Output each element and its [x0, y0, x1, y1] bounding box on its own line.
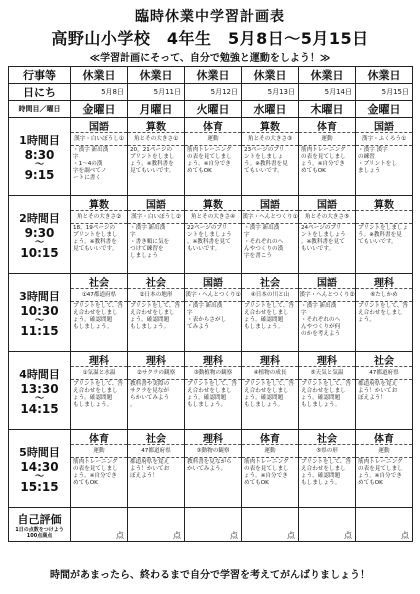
lesson-unit: ②日本の地形: [128, 289, 184, 302]
lesson-subject: 理科: [185, 430, 241, 445]
lesson-detail: ・漢字 新出漢 字 ・それぞれのヘ んやつくりが何 のかを考えよう: [301, 303, 341, 337]
lesson-unit: 運動: [356, 445, 412, 458]
lesson-subject: 算数: [71, 196, 127, 211]
lesson-cell: [71, 430, 128, 508]
lesson-unit: ①気温と水温: [71, 367, 127, 380]
event-cell: 休業日: [356, 67, 413, 84]
lesson-unit: 運動: [71, 445, 127, 458]
lesson-cell: [356, 118, 413, 196]
lesson-detail: 都道府県を覚え よう！かいてお ぼえよう！: [130, 459, 170, 479]
lesson-cell: [128, 430, 185, 508]
lesson-unit: 漢字・ヘんとつくり②: [299, 289, 355, 302]
lesson-cell: [299, 196, 356, 274]
lesson-detail: 筋肉トレーニング の表を見てしまし ょう。※自分でき めてもOK: [73, 459, 118, 486]
school-heading: 高野山小学校 4年生 5月8日～5月15日: [51, 29, 369, 48]
lesson-unit: [356, 211, 412, 224]
lesson-detail: ・漢字 新出漢 字 ・表からさがし てみよう: [187, 303, 227, 330]
period-label: 5時間目: [19, 446, 60, 459]
period-label: 3時間目: [19, 290, 60, 303]
lesson-unit: 47都道府県: [356, 367, 412, 380]
lesson-subject: 国語: [71, 118, 127, 133]
lesson-detail: 教科書を見ながら かいてみよう。: [187, 459, 232, 472]
lesson-detail: ・漢字 新出漢 字 ・書き順に気を つけて練習を しましょう: [130, 225, 170, 259]
period-start-time: 10:30: [20, 304, 59, 318]
lesson-subject: 体育: [299, 118, 355, 133]
self-eval-note: 1日の点数をつけよう 100点満点: [15, 526, 64, 539]
lesson-cell: [242, 352, 299, 430]
lesson-subject: 体育: [242, 430, 298, 445]
lesson-unit: 運動: [242, 445, 298, 458]
date-row: [9, 84, 413, 101]
self-eval-label: 自己評価: [17, 512, 62, 526]
lesson-detail: ・漢字 漢字 の練習 ・プリントをし ましょう: [358, 147, 397, 174]
self-eval-score-cell[interactable]: 点: [128, 508, 185, 542]
lesson-subject: 理科: [185, 352, 241, 367]
period-row: [9, 118, 413, 196]
lesson-detail: 18，19ページの プリントをしまし ょう。※教科書を 見てもいいです。: [73, 225, 118, 252]
event-cell: 休業日: [128, 67, 185, 84]
lesson-detail: 教科書や実際の サクラを見なが らかいてみよう 。: [130, 381, 170, 408]
lesson-detail: 23ページのプリ ントをしましょ う。※教科書を見 てもいいです。: [244, 147, 288, 174]
lesson-subject: 国語: [242, 196, 298, 211]
lesson-unit: 角とその大きさ④: [185, 211, 241, 224]
lesson-cell: [185, 196, 242, 274]
period-label: 2時間目: [19, 212, 60, 225]
lesson-detail: プリントをして、答 え合わせをしまし ょう。確認問題 もしましょう。: [301, 459, 352, 486]
lesson-cell: [128, 352, 185, 430]
period-row: [9, 352, 413, 430]
lesson-cell: [242, 196, 299, 274]
lesson-subject: 社会: [71, 274, 127, 289]
lesson-unit: 運動: [185, 133, 241, 146]
lesson-cell: [185, 352, 242, 430]
lesson-unit: 漢字・白いぼうし①: [71, 133, 127, 146]
time-day-label: 時間目／曜日: [9, 101, 71, 118]
time-separator: ～: [34, 160, 44, 170]
period-start-time: 8:30: [24, 148, 55, 162]
self-eval-score-cell[interactable]: 点: [299, 508, 356, 542]
lesson-cell: [128, 118, 185, 196]
period-end-time: 14:15: [20, 402, 59, 416]
document-title: 臨時休業中学習計画表: [135, 9, 285, 25]
lesson-detail: 22ページのプリ ントをしましょう 。※教科書を見て もいいです。: [187, 225, 232, 252]
lesson-detail: 都道府県を覚え よう！かいてお ぼえよう！: [358, 381, 398, 401]
lesson-cell: [71, 352, 128, 430]
lesson-cell: [356, 274, 413, 352]
weekday-cell: 月曜日: [128, 101, 185, 118]
lesson-cell: [356, 430, 413, 508]
lesson-subject: 体育: [356, 430, 412, 445]
lesson-detail: プリントをして、答 え合わせをしまし ょう。確認問題 もしましょう。: [187, 381, 238, 408]
lesson-detail: 筋肉トレーニング の表を見てしまし ょう。※自分でき めてもOK: [244, 459, 289, 486]
event-cell: 休業日: [71, 67, 128, 84]
lesson-subject: 算数: [185, 196, 241, 211]
period-row: [9, 430, 413, 508]
event-cell: 休業日: [242, 67, 299, 84]
lesson-cell: [242, 118, 299, 196]
lesson-cell: [71, 274, 128, 352]
lesson-cell: [71, 196, 128, 274]
lesson-detail: 筋肉トレーニング の表を見てしまし ょう。※自分でき めてもOK: [358, 459, 403, 486]
period-time-cell: [9, 118, 71, 196]
lesson-detail: 筋肉トレーニング の表を見てしまし ょう。※自分でき めてもOK: [301, 147, 346, 174]
lesson-subject: 国語: [128, 196, 184, 211]
self-eval-score-cell[interactable]: 点: [71, 508, 128, 542]
period-time-cell: [9, 196, 71, 274]
date-cell: 5月12日: [185, 84, 242, 101]
lesson-detail: プリントをしましょ う。※教科書を見 てもいいです。: [358, 225, 409, 245]
date-cell: 5月15日: [356, 84, 413, 101]
period-time-cell: [9, 430, 71, 508]
date-row-label: 日にち: [9, 84, 71, 101]
schedule-table: [8, 66, 413, 542]
lesson-detail: プリントをして、答 え合わせをしまし ょう。確認問題 もしましょう。: [73, 303, 124, 330]
lesson-subject: 理科: [356, 274, 412, 289]
lesson-cell: [185, 274, 242, 352]
lesson-cell: [242, 430, 299, 508]
lesson-cell: [356, 196, 413, 274]
lesson-subject: 理科: [71, 352, 127, 367]
lesson-detail: 24ページのプリ ントをしましょう 。※教科書を見て もいいです。: [301, 225, 346, 252]
lesson-unit: 運動: [299, 133, 355, 146]
footer-message: 時間があまったら、終わるまで自分で学習を考えてがんばりましょう！: [50, 570, 370, 581]
lesson-cell: [185, 430, 242, 508]
lesson-subject: 算数: [242, 118, 298, 133]
lesson-subject: 国語: [299, 196, 355, 211]
lesson-cell: [128, 274, 185, 352]
weekday-cell: 金曜日: [356, 101, 413, 118]
lesson-unit: ④日本の川と山: [242, 289, 298, 302]
lesson-detail: プリントをして、答 え合わせをしまし ょう。確認問題 もしましょう。: [244, 381, 295, 408]
time-separator: ～: [34, 316, 44, 326]
lesson-subject: 算数: [128, 118, 184, 133]
period-end-time: 15:15: [20, 480, 59, 494]
period-start-time: 9:30: [24, 226, 55, 240]
lesson-subject: 国語: [356, 118, 412, 133]
lesson-detail: ・漢字 新出漢 字 ・1～4の漢 字を調べてノ ートに書く: [73, 147, 109, 181]
lesson-detail: プリントをして、答 え合わせをしまし ょう。確認問題 もしましょう。: [130, 303, 181, 330]
self-eval-header: [9, 508, 71, 542]
lesson-subject: 体育: [71, 430, 127, 445]
date-cell: 5月13日: [242, 84, 299, 101]
lesson-detail: プリントをして、答 え合わせをしまし ょう。確認問題 もしましょう。: [73, 381, 124, 408]
lesson-subject: 理科: [128, 352, 184, 367]
time-separator: ～: [34, 394, 44, 404]
subtitle: ≪学習計画にそって、自分で勉強と運動をしよう！≫: [89, 53, 331, 64]
lesson-detail: プリントをして、答 え合わせをしまし ょう。: [358, 303, 409, 323]
lesson-cell: [242, 274, 299, 352]
lesson-unit: 角とその大きさ⑤: [299, 211, 355, 224]
weekday-row: [9, 101, 413, 118]
lesson-subject: 理科: [242, 352, 298, 367]
lesson-cell: [299, 430, 356, 508]
time-separator: ～: [34, 238, 44, 248]
weekday-cell: 木曜日: [299, 101, 356, 118]
lesson-unit: 漢字・ふくろう①: [356, 133, 412, 146]
time-separator: ～: [34, 472, 44, 482]
date-cell: 5月14日: [299, 84, 356, 101]
lesson-subject: 理科: [299, 352, 355, 367]
lesson-unit: ③動植物の観察: [185, 367, 241, 380]
lesson-unit: ⑤県の形: [299, 445, 355, 458]
lesson-cell: [356, 352, 413, 430]
weekday-cell: 水曜日: [242, 101, 299, 118]
period-time-cell: [9, 352, 71, 430]
lesson-detail: プリントをして、答 え合わせをしまし ょう。確認問題 もしましょう。: [301, 381, 352, 408]
self-eval-score-cell[interactable]: 点: [185, 508, 242, 542]
lesson-unit: ⑤天気と気温: [299, 367, 355, 380]
period-start-time: 13:30: [20, 382, 59, 396]
period-end-time: 9:15: [24, 168, 55, 182]
lesson-unit: 47都道府県: [128, 445, 184, 458]
period-row: [9, 196, 413, 274]
lesson-unit: ⑥たしかめ: [356, 289, 412, 302]
date-cell: 5月8日: [71, 84, 128, 101]
lesson-subject: 社会: [128, 274, 184, 289]
lesson-subject: 国語: [185, 274, 241, 289]
period-time-cell: [9, 274, 71, 352]
lesson-unit: ②サクラの観察: [128, 367, 184, 380]
weekday-cell: 火曜日: [185, 101, 242, 118]
lesson-unit: 漢字・ヘんとつくり①: [242, 211, 298, 224]
lesson-subject: 算数: [356, 196, 412, 211]
lesson-detail: プリントをして、答 え合わせをしまし ょう。確認問題 もしましょう。: [244, 303, 295, 330]
lesson-cell: [71, 118, 128, 196]
event-cell: 休業日: [299, 67, 356, 84]
period-end-time: 10:15: [20, 246, 59, 260]
lesson-cell: [185, 118, 242, 196]
lesson-unit: ①47都道府県: [71, 289, 127, 302]
weekday-cell: 金曜日: [71, 101, 128, 118]
lesson-detail: ・漢字 新出漢 字 ・それぞれのヘ んやつくりの漢 字を書こう: [244, 225, 284, 259]
lesson-cell: [299, 352, 356, 430]
lesson-unit: 角とその大きさ①: [128, 133, 184, 146]
lesson-detail: 筋肉トレーニング の表を見てしまし ょう。※自分でき めてもOK: [187, 147, 232, 174]
date-cell: 5月11日: [128, 84, 185, 101]
lesson-unit: 角とその大きさ③: [242, 133, 298, 146]
lesson-subject: 社会: [356, 352, 412, 367]
event-row: [9, 67, 413, 84]
self-eval-score-cell[interactable]: 点: [242, 508, 299, 542]
lesson-detail: 20，21ページの プリントをしまし ょう。※教科書を 見てもいいです。: [130, 147, 175, 174]
lesson-unit: ③動物の観察: [185, 445, 241, 458]
lesson-subject: 社会: [299, 430, 355, 445]
lesson-cell: [299, 274, 356, 352]
lesson-subject: 社会: [128, 430, 184, 445]
lesson-unit: 角とその大きさ②: [71, 211, 127, 224]
self-eval-row: [9, 508, 413, 542]
period-label: 4時間目: [19, 368, 60, 381]
event-row-label: 行事等: [9, 67, 71, 84]
self-eval-score-cell[interactable]: 点: [356, 508, 413, 542]
lesson-subject: 体育: [185, 118, 241, 133]
period-label: 1時間目: [19, 134, 60, 147]
lesson-cell: [299, 118, 356, 196]
lesson-cell: [128, 196, 185, 274]
period-start-time: 14:30: [20, 460, 59, 474]
lesson-unit: 漢字・ヘんとつくり①: [185, 289, 241, 302]
lesson-unit: ④植物の成長: [242, 367, 298, 380]
event-cell: 休業日: [185, 67, 242, 84]
lesson-subject: 国語: [299, 274, 355, 289]
lesson-unit: 漢字・白いぼうし②: [128, 211, 184, 224]
period-row: [9, 274, 413, 352]
period-end-time: 11:15: [20, 324, 59, 338]
lesson-subject: 社会: [242, 274, 298, 289]
